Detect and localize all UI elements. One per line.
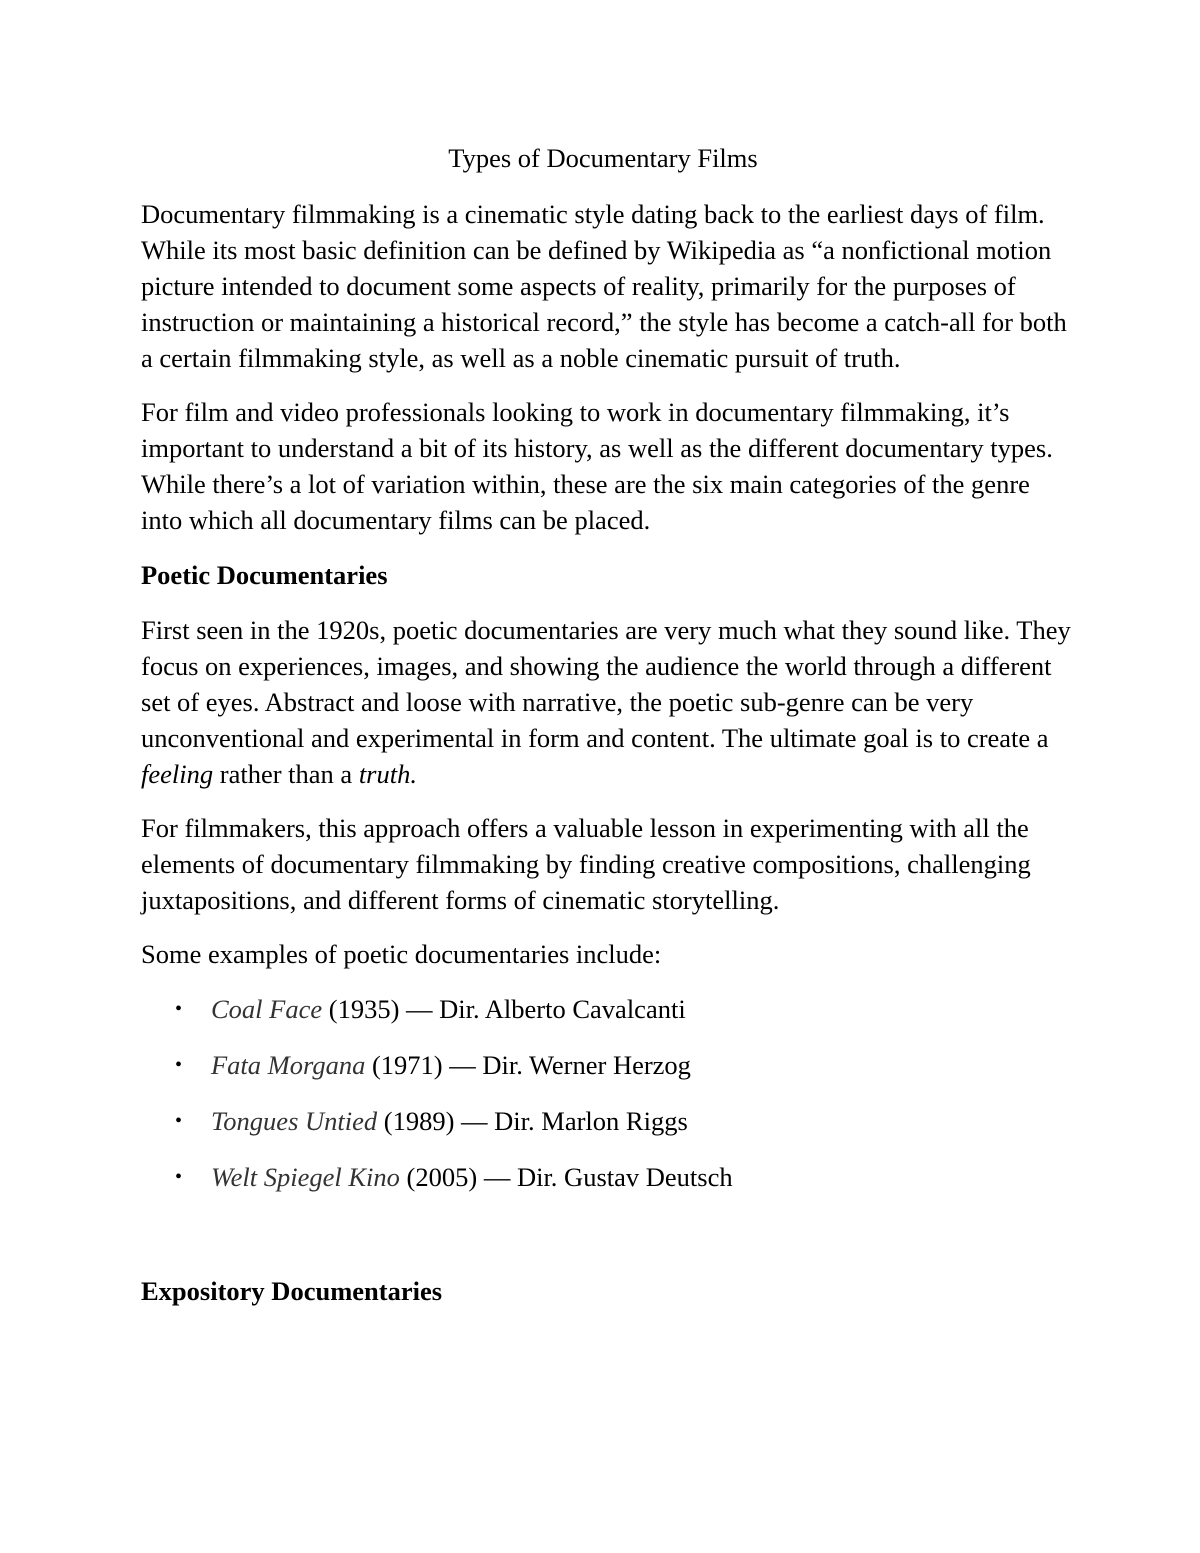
film-title: Fata Morgana (211, 1050, 366, 1080)
poetic-paragraph-1 (141, 612, 1071, 792)
poetic-paragraph-2: For filmmakers, this approach offers a valuable lesson in experimenting with all the elements of documentary filmmaking by finding creative compositions, challenging juxtapositions, and different forms of cinematic storytelling. (141, 813, 1031, 915)
list-item (141, 1102, 1071, 1140)
examples-list (141, 990, 1071, 1196)
bullet-icon: • (175, 998, 183, 1020)
document-body (141, 138, 1071, 1328)
film-detail: (2005) — Dir. Gustav Deutsch (399, 1162, 733, 1192)
film-detail: (1971) — Dir. Werner Herzog (365, 1050, 691, 1080)
poetic-p1-mid: rather than a (213, 759, 359, 789)
film-title: Tongues Untied (211, 1106, 378, 1136)
list-item (141, 1046, 1071, 1084)
expository-heading: Expository Documentaries (141, 1276, 443, 1306)
intro-paragraph-2: For film and video professionals looking to work in documentary filmmaking, it’s important to understand a bit of its history, as well as the different documentary types. While there’s a lot of variation within, these are the six main categories of the genre into which all documentary films can be placed. (141, 397, 1053, 535)
examples-intro: Some examples of poetic documentaries include: (141, 939, 662, 969)
film-detail: (1989) — Dir. Marlon Riggs (377, 1106, 688, 1136)
emphasis-feeling: feeling (141, 759, 214, 789)
film-title: Welt Spiegel Kino (211, 1162, 400, 1192)
poetic-p1-text: First seen in the 1920s, poetic documentaries are very much what they sound like. They focus on experiences, images, and showing the audience the world through a different set of eyes. Abstract and loose with narrative, the poetic sub-genre can be very unconventional and experimental in form and content. The ultimate goal is to create a (141, 615, 1071, 753)
bullet-icon: • (175, 1166, 183, 1188)
document-title: Types of Documentary Films (448, 143, 758, 173)
film-detail: (1935) — Dir. Alberto Cavalcanti (322, 994, 686, 1024)
emphasis-truth: truth. (358, 759, 417, 789)
intro-paragraph-1: Documentary filmmaking is a cinematic style dating back to the earliest days of film. While its most basic definition can be defined by Wikipedia as “a nonfictional motion picture intended to document some aspects of reality, primarily for the purposes of instruction or maintaining a historical record,” the style has become a catch-all for both a certain filmmaking style, as well as a noble cinematic pursuit of truth. (141, 199, 1067, 373)
bullet-icon: • (175, 1054, 183, 1076)
film-title: Coal Face (211, 994, 323, 1024)
bullet-icon: • (175, 1110, 183, 1132)
list-item (141, 1158, 1071, 1196)
list-item (141, 990, 1071, 1028)
poetic-heading: Poetic Documentaries (141, 560, 388, 590)
